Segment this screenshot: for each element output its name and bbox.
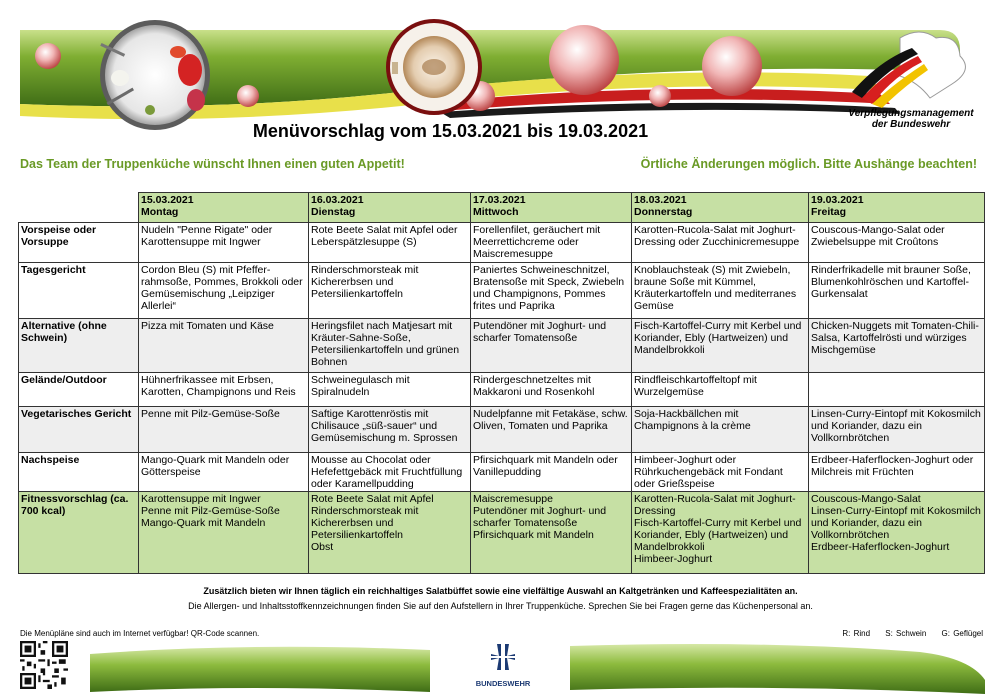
row-label: Tagesgericht: [19, 263, 139, 319]
menu-cell: [139, 407, 309, 453]
dish-text: Linsen-Curry-Eintopf mit Kokosmilch und Koriander, dazu ein Vollkornbrötchen: [811, 505, 981, 541]
menu-cell: [809, 263, 985, 319]
menu-cell: [632, 453, 809, 492]
menu-body: [19, 223, 985, 574]
dish-text: Couscous-Mango-Salat oder Zwiebelsuppe mit Croûtons: [811, 224, 945, 248]
legend-item: S: Schwein: [885, 629, 927, 638]
row-label: Gelände/Outdoor: [19, 373, 139, 407]
dish-text: Penne mit Pilz-Gemüse-Soße: [141, 505, 280, 517]
dish-text: Heringsfilet nach Matjesart mit Kräuter-Sahne-Soße, Petersilienkartoffeln und grünen Bohnen: [311, 320, 460, 368]
allergen-note: Die Allergen- und Inhaltsstoffkennzeichnungen finden Sie auf den Aufstellern in Ihrer Truppenküche. Sprechen Sie bei Fragen gerne das Küchenpersonal an.: [188, 601, 813, 611]
menu-cell: [139, 373, 309, 407]
day-header: [309, 193, 471, 223]
menu-cell: [139, 453, 309, 492]
page-title: Menüvorschlag vom 15.03.2021 bis 19.03.2021: [252, 121, 649, 141]
dish-text: Maiscremesuppe: [473, 493, 553, 505]
menu-cell: [632, 492, 809, 574]
row-label: Vorspeise oder Vorsuppe: [19, 223, 139, 263]
dish-text: Pfirsichquark mit Mandeln: [473, 529, 594, 541]
dish-text: Nudelpfanne mit Fetakäse, schw. Oliven, Tomaten und Paprika: [473, 408, 628, 432]
bundeswehr-cross-icon: [474, 640, 532, 680]
dish-text: Chicken-Nuggets mit Tomaten-Chili-Salsa, Kartoffelrösti und würziges Mischgemüse: [811, 320, 979, 356]
dish-text: Erdbeer-Haferflocken-Joghurt oder Milchreis mit Früchten: [811, 454, 974, 478]
bundeswehr-label: BUNDESWEHR: [475, 679, 531, 688]
menu-cell: [139, 223, 309, 263]
dish-text: Mousse au Chocolat oder Hefefettgebäck mit Fruchtfüllung oder Karamellpudding: [311, 454, 463, 490]
dish-text: Fisch-Kartoffel-Curry mit Kerbel und Koriander, Ebly (Hartweizen) und Mandelbrokkoli: [634, 517, 802, 553]
dish-text: Putendöner mit Joghurt- und scharfer Tomatensoße: [473, 505, 607, 529]
menu-cell: [309, 319, 471, 373]
day-header-row: [19, 193, 985, 223]
cappuccino-photo: [386, 19, 482, 115]
row-label: Fitnessvorschlag (ca. 700 kcal): [19, 492, 139, 574]
dish-text: Rinderschmorsteak mit Kichererbsen und Petersilienkartoffeln: [311, 505, 419, 541]
dish-text: Penne mit Pilz-Gemüse-Soße: [141, 408, 280, 420]
dish-text: Karotten-Rucola-Salat mit Joghurt-Dressing: [634, 493, 796, 517]
dish-text: Rinderschmorsteak mit Kichererbsen und Petersilienkartoffeln: [311, 264, 419, 300]
menu-cell: [809, 453, 985, 492]
menu-row: [19, 492, 985, 574]
dish-text: Rindergeschnetzeltes mit Makkaroni und Rosenkohl: [473, 374, 595, 398]
day-name: Mittwoch: [473, 206, 519, 218]
corner-cell: [19, 193, 139, 223]
menu-row: [19, 263, 985, 319]
dish-text: Putendöner mit Joghurt- und scharfer Tomatensoße: [473, 320, 607, 344]
dish-text: Erdbeer-Haferflocken-Joghurt: [811, 541, 950, 553]
dish-text: Couscous-Mango-Salat: [811, 493, 921, 505]
dish-text: Himbeer-Joghurt: [634, 553, 713, 565]
menu-cell: [809, 319, 985, 373]
menu-cell: [309, 453, 471, 492]
legend-item: G: Geflügel: [941, 629, 983, 638]
dish-text: Cordon Bleu (S) mit Pfeffer-rahmsoße, Pommes, Brokkoli oder Gemüsemischung „Leipziger Allerlei“: [141, 264, 303, 312]
dish-text: Pfirsichquark mit Mandeln oder Vanillepudding: [473, 454, 618, 478]
menu-cell: [632, 319, 809, 373]
dish-text: Knoblauchsteak (S) mit Zwiebeln, braune Soße mit Kümmel, Kräuterkartoffeln und mediterranes Gemüse: [634, 264, 797, 312]
brand-line-1: Verpflegungsmanagement: [848, 108, 974, 119]
dish-text: Fisch-Kartoffel-Curry mit Kerbel und Koriander, Ebly (Hartweizen) und Mandelbrokkoli: [634, 320, 802, 356]
row-label: Nachspeise: [19, 453, 139, 492]
menu-cell: [139, 263, 309, 319]
extra-offer-text: Zusätzlich bieten wir Ihnen täglich ein reichhaltiges Salatbüffet sowie eine vielfältige Auswahl an Kaltgetränken und Kaffeespezialitäten an.: [203, 586, 798, 596]
dish-text: Rote Beete Salat mit Apfel oder Leberspätzlesuppe (S): [311, 224, 458, 248]
day-date: 19.03.2021: [811, 194, 864, 206]
dish-text: Soja-Hackbällchen mit Champignons à la crème: [634, 408, 751, 432]
menu-cell: [809, 223, 985, 263]
qr-code[interactable]: [20, 641, 68, 689]
day-name: Dienstag: [311, 206, 356, 218]
dish-text: Forellenfilet, geräuchert mit Meerrettichcreme oder Maiscremesuppe: [473, 224, 601, 260]
menu-cell: [309, 492, 471, 574]
menu-cell: [632, 407, 809, 453]
menu-cell: [632, 263, 809, 319]
dish-text: Mango-Quark mit Mandeln oder Götterspeise: [141, 454, 290, 478]
menu-cell: [471, 407, 632, 453]
day-name: Freitag: [811, 206, 847, 218]
qr-note: Die Menüpläne sind auch im Internet verfügbar! QR-Code scannen.: [20, 629, 260, 638]
day-name: Donnerstag: [634, 206, 693, 218]
menu-cell: [309, 263, 471, 319]
day-header: [471, 193, 632, 223]
menu-cell: [471, 453, 632, 492]
menu-cell: [471, 492, 632, 574]
bundeswehr-logo: [474, 640, 532, 692]
dish-text: Obst: [311, 541, 334, 553]
day-date: 18.03.2021: [634, 194, 687, 206]
row-label: Alternative (ohne Schwein): [19, 319, 139, 373]
menu-cell: [471, 319, 632, 373]
row-label: Vegetarisches Gericht: [19, 407, 139, 453]
menu-cell: [309, 407, 471, 453]
dish-text: Saftige Karottenröstis mit Chilisauce „süß-sauer“ und Gemüsemischung m. Sprossen: [311, 408, 458, 444]
day-date: 17.03.2021: [473, 194, 526, 206]
menu-cell: [309, 373, 471, 407]
menu-cell: [471, 223, 632, 263]
meat-legend: [830, 629, 983, 638]
menu-cell: [809, 373, 985, 407]
menu-cell: [471, 263, 632, 319]
dish-text: Karottensuppe mit Ingwer: [141, 493, 261, 505]
dish-text: Schweinegulasch mit Spiralnudeln: [311, 374, 410, 398]
dish-text: Rinderfrikadelle mit brauner Soße, Blumenkohlröschen und Kartoffel-Gurkensalat: [811, 264, 971, 300]
menu-cell: [309, 223, 471, 263]
day-header: [809, 193, 985, 223]
greeting-text: Das Team der Truppenküche wünscht Ihnen einen guten Appetit!: [20, 157, 405, 171]
menu-row: [19, 373, 985, 407]
brand-name: [826, 108, 996, 130]
dish-text: Linsen-Curry-Eintopf mit Kokosmilch und Koriander, dazu ein Vollkornbrötchen: [811, 408, 981, 444]
notice-text: Örtliche Änderungen möglich. Bitte Aushänge beachten!: [640, 157, 977, 171]
dish-text: Karotten-Rucola-Salat mit Joghurt-Dressing oder Zucchinicremesuppe: [634, 224, 800, 248]
menu-table: [18, 192, 985, 574]
day-header: [139, 193, 309, 223]
menu-cell: [809, 407, 985, 453]
food-plate-photo: [100, 20, 210, 130]
dish-text: Mango-Quark mit Mandeln: [141, 517, 266, 529]
dish-text: Paniertes Schweineschnitzel, Bratensoße mit Speck, Zwiebeln und Champignons, Pommes frites und Paprika: [473, 264, 625, 312]
menu-cell: [809, 492, 985, 574]
day-date: 15.03.2021: [141, 194, 194, 206]
brand-line-2: der Bundeswehr: [871, 119, 951, 130]
day-header: [632, 193, 809, 223]
day-date: 16.03.2021: [311, 194, 364, 206]
menu-row: [19, 407, 985, 453]
menu-row: [19, 223, 985, 263]
menu-cell: [632, 373, 809, 407]
menu-row: [19, 319, 985, 373]
dish-text: Pizza mit Tomaten und Käse: [141, 320, 274, 332]
day-name: Montag: [141, 206, 179, 218]
menu-cell: [139, 319, 309, 373]
menu-row: [19, 453, 985, 492]
menu-cell: [139, 492, 309, 574]
dish-text: Rote Beete Salat mit Apfel: [311, 493, 434, 505]
dish-text: Hühnerfrikassee mit Erbsen, Karotten, Champignons und Reis: [141, 374, 296, 398]
dish-text: Nudeln "Penne Rigate" oder Karottensuppe mit Ingwer: [141, 224, 273, 248]
menu-cell: [471, 373, 632, 407]
menu-cell: [632, 223, 809, 263]
dish-text: Rindfleischkartoffeltopf mit Wurzelgemüse: [634, 374, 757, 398]
legend-item: R: Rind: [842, 629, 871, 638]
dish-text: Himbeer-Joghurt oder Rührkuchengebäck mit Fondant oder Grießspeise: [634, 454, 783, 490]
